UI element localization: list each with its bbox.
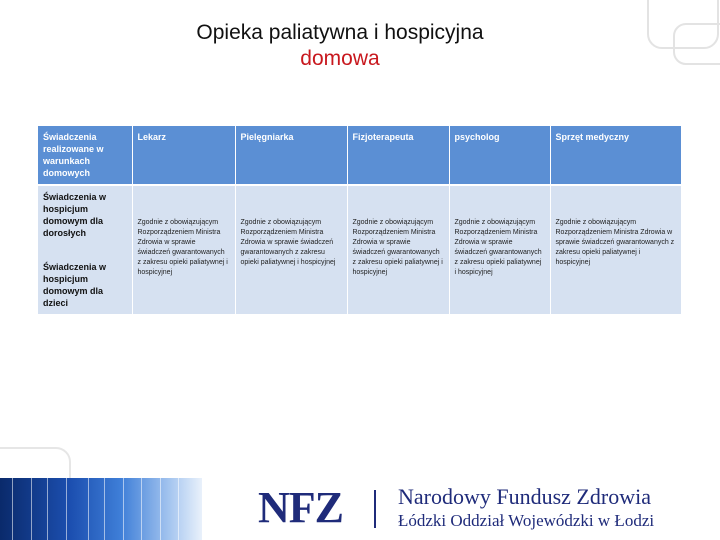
nfz-logo-text: NFZ [258, 483, 343, 532]
row-label-adults: Świadczenia w hospicjum domowym dla dorosłych [43, 192, 107, 238]
logo-divider [374, 490, 376, 528]
table-cell: Zgodnie z obowiązującym Rozporządzeniem Ministra Zdrowia w sprawie świadczeń gwarantowanych z zakresu opieki paliatywnej i hospicyjnej [347, 185, 449, 314]
organization-branch: Łódzki Oddział Wojewódzki w Łodzi [398, 511, 655, 530]
slide-title [140, 20, 540, 72]
table-cell: Zgodnie z obowiązującym Rozporządzeniem Ministra Zdrowia w sprawie świadczeń gwarantowanych z zakresu opieki paliatywnej i hospicyjnej [132, 185, 235, 314]
table-header-cell: Fizjoterapeuta [347, 126, 449, 185]
table-row-label [38, 185, 132, 314]
row-label-children: Świadczenia w hospicjum domowym dla dzieci [43, 262, 107, 308]
table-header-cell: Lekarz [132, 126, 235, 185]
table-header-cell: Sprzęt medyczny [550, 126, 681, 185]
decorative-light-strip [0, 478, 202, 540]
table-cell: Zgodnie z obowiązującym Rozporządzeniem Ministra Zdrowia w sprawie świadczeń gwarantowanych z zakresu opieki paliatywnej i hospicyjnej [449, 185, 550, 314]
table-row [38, 185, 681, 314]
slide-title-line2: domowa [300, 47, 380, 70]
slide-title-line1: Opieka paliatywna i hospicyjna [196, 21, 484, 44]
table-header-cell: Świadczenia realizowane w warunkach domowych [38, 126, 132, 185]
table-header-cell: Pielęgniarka [235, 126, 347, 185]
table-cell: Zgodnie z obowiązującym Rozporządzeniem Ministra Zdrowia w sprawie świadczeń gwarantowanych z zakresu opieki paliatywnej i hospicyjnej [550, 185, 681, 314]
decorative-outline-topright [640, 0, 720, 80]
table-cell: Zgodnie z obowiązującym Rozporządzeniem Ministra Zdrowia w sprawie świadczeń gwarantowanych z zakresu opieki paliatywnej i hospicyjnej [235, 185, 347, 314]
footer-banner [0, 478, 720, 540]
nfz-logo [258, 483, 354, 532]
table-header-row [38, 126, 681, 185]
table-header-cell: psycholog [449, 126, 550, 185]
organization-name: Narodowy Fundusz Zdrowia [398, 484, 651, 509]
services-table [38, 126, 682, 314]
